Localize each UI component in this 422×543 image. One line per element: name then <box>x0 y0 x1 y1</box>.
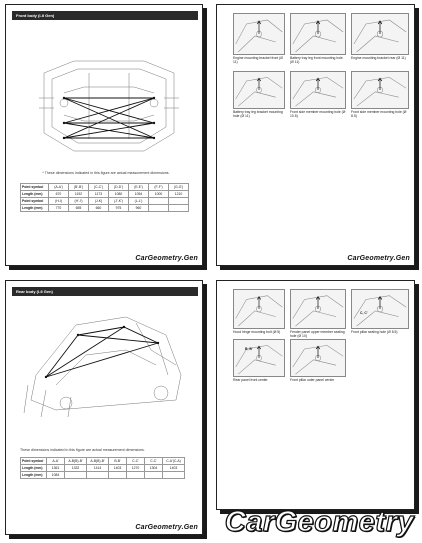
table-header-cell: C-C' <box>127 458 145 465</box>
table-cell <box>169 198 189 205</box>
table-cell: 1192 <box>69 191 89 198</box>
rear-body-page <box>5 280 203 535</box>
rear-body-diagram <box>16 305 191 420</box>
measuring-point-image <box>351 13 409 55</box>
table-row <box>21 191 189 198</box>
table-cell <box>149 205 169 212</box>
dimensions-table <box>20 457 185 479</box>
table-cell: (J'-K') <box>109 198 129 205</box>
measuring-point-caption: Battery tray leg front mounting hole (Ø 11) <box>290 56 343 64</box>
table-cell: (J-K) <box>89 198 109 205</box>
section-label: Rear body (I-II Gen) <box>12 287 198 296</box>
table-cell: Length (mm) <box>21 465 47 472</box>
table-header-cell: (F-F') <box>149 184 169 191</box>
measuring-point-caption: Front pillar sealing hole (Ø 8.5) <box>351 330 398 334</box>
point-label: C, C' <box>360 311 368 315</box>
table-header-cell: (G-G') <box>169 184 189 191</box>
table-cell <box>127 472 145 479</box>
table-cell <box>169 205 189 212</box>
measuring-point-caption: Front side member mounting hole (Ø 8.5) <box>351 110 407 118</box>
table-row <box>21 198 189 205</box>
measuring-point-caption: Engine mounting bracket rear (Ø 11) <box>351 56 406 60</box>
table-cell: 655 <box>69 205 89 212</box>
table-header-cell: Point symbol <box>21 458 47 465</box>
table-header-cell: A-A' <box>47 458 65 465</box>
table-cell: 1084 <box>47 472 65 479</box>
table-cell: (H'-I') <box>69 198 89 205</box>
front-points-page <box>216 4 415 266</box>
watermark: CarGeometry.Gen <box>135 524 198 531</box>
table-cell: (L-L') <box>129 198 149 205</box>
measurement-note: * These dimensions indicated in this figure are actual measurement dimensions. <box>42 171 170 175</box>
table-cell: 1361 <box>47 465 65 472</box>
table-cell: 1000 <box>149 191 169 198</box>
measuring-point-image <box>290 339 346 377</box>
table-cell: 670 <box>49 191 69 198</box>
measuring-point-caption: Battery tray leg bracket mounting hole (Ø 11) <box>233 110 283 118</box>
brand-logo: CarGeometry <box>224 506 414 538</box>
measurement-note: These dimensions indicated in this figure are actual measurement dimensions. <box>20 448 145 452</box>
table-row <box>21 465 185 472</box>
table-header-row <box>21 184 189 191</box>
table-cell: 1304 <box>145 465 163 472</box>
table-cell: 1403 <box>109 465 127 472</box>
table-header-cell: C-C' <box>145 458 163 465</box>
rear-points-page <box>216 280 415 510</box>
table-header-row <box>21 458 185 465</box>
table-cell: 1173 <box>89 191 109 198</box>
table-header-cell: (D-D') <box>109 184 129 191</box>
front-body-diagram <box>34 53 184 158</box>
measuring-point-image <box>233 13 285 55</box>
measuring-point-image <box>233 289 285 329</box>
table-cell: 770 <box>49 205 69 212</box>
table-cell <box>65 472 87 479</box>
table-header-cell: A-B(B)-B' <box>65 458 87 465</box>
table-cell: Length (mm) <box>21 205 49 212</box>
measuring-point-image <box>233 339 285 377</box>
dimensions-table <box>20 183 189 212</box>
table-cell: 1054 <box>129 191 149 198</box>
table-cell <box>163 472 185 479</box>
measuring-point-caption: Front pillar outer panel center <box>290 378 335 382</box>
table-cell: 1414 <box>87 465 109 472</box>
table-header-cell: (E-E') <box>129 184 149 191</box>
measuring-point-caption: Rear panel front center <box>233 378 268 382</box>
table-row <box>21 472 185 479</box>
table-header-cell: C-A'(C-A) <box>163 458 185 465</box>
table-cell: 660 <box>89 205 109 212</box>
table-cell: 960 <box>129 205 149 212</box>
measuring-point-image <box>233 71 285 109</box>
table-cell <box>149 198 169 205</box>
table-header-cell: A-B(B)-B' <box>87 458 109 465</box>
measuring-point-image <box>351 289 409 329</box>
measuring-point-caption: Hood hinge mounting bolt (Ø 5) <box>233 330 281 334</box>
table-header-cell: (A-A') <box>49 184 69 191</box>
table-cell: (H-I) <box>49 198 69 205</box>
table-cell <box>145 472 163 479</box>
table-cell: Length (mm) <box>21 191 49 198</box>
measuring-point-image <box>351 71 409 109</box>
table-header-cell: (C-C') <box>89 184 109 191</box>
measuring-point-image <box>290 13 346 55</box>
table-header-cell: (B'-B') <box>69 184 89 191</box>
table-cell: 1332 <box>65 465 87 472</box>
table-row <box>21 205 189 212</box>
table-cell: 1270 <box>127 465 145 472</box>
front-body-page <box>5 4 203 266</box>
table-header-cell: Point symbol <box>21 184 49 191</box>
table-cell <box>109 472 127 479</box>
section-label: Front body (I-II Gen) <box>12 11 198 20</box>
table-cell: 1403 <box>163 465 185 472</box>
table-cell: 1080 <box>109 191 129 198</box>
table-header-cell: B-B' <box>109 458 127 465</box>
table-cell: 1210 <box>169 191 189 198</box>
table-cell <box>87 472 109 479</box>
point-label: B, B' <box>245 347 253 351</box>
watermark: CarGeometry.Gen <box>347 255 410 262</box>
measuring-point-caption: Engine mounting bracket front (Ø 11) <box>233 56 283 64</box>
table-cell: 975 <box>109 205 129 212</box>
watermark: CarGeometry.Gen <box>135 255 198 262</box>
measuring-point-caption: Front side member mounting hole (Ø 10.5) <box>290 110 346 118</box>
measuring-point-caption: Fender panel upper member sealing hole (Ø 10) <box>290 330 345 338</box>
table-cell: Length (mm) <box>21 472 47 479</box>
measuring-point-image <box>290 289 346 329</box>
measuring-point-image <box>290 71 346 109</box>
table-cell: Point symbol <box>21 198 49 205</box>
